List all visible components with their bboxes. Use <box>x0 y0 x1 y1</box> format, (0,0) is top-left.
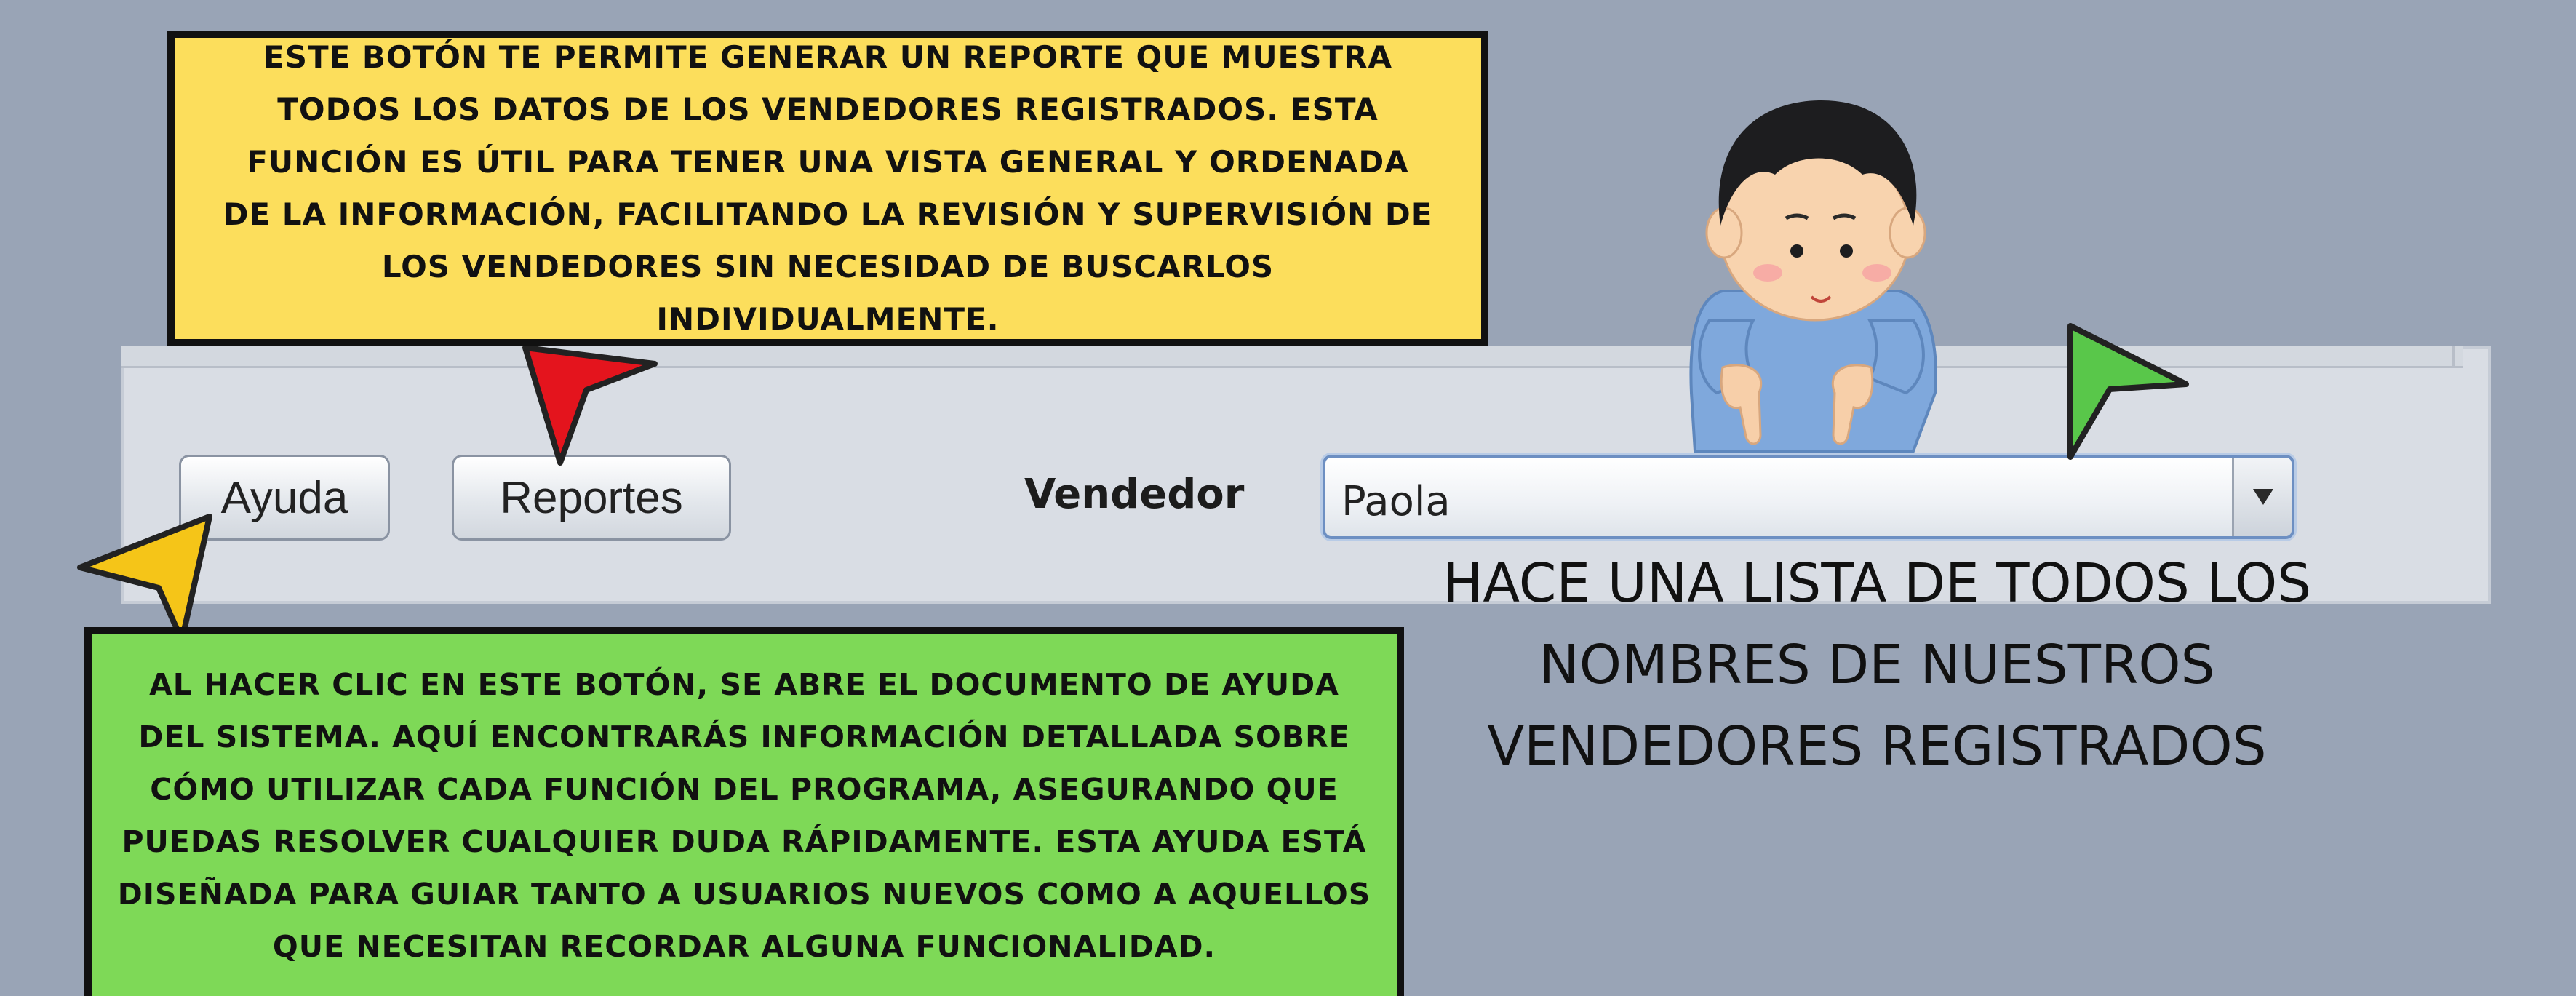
reports-callout-text: ESTE BOTÓN TE PERMITE GENERAR UN REPORTE QUE MUESTRA TODOS LOS DATOS DE LOS VENDEDORES REGISTRADOS. ESTA FUNCIÓN ES ÚTIL PARA TENER UNA VISTA GENERAL Y ORDENADA DE LA INFORMACIÓN, FACILITANDO LA REVISIÓN Y SUPERVISIÓN DE LOS VENDEDORES SIN NECESIDAD DE BUSCARLOS INDIVIDUALMENTE. <box>223 39 1433 337</box>
seller-combo-value: Paola <box>1341 478 1451 525</box>
red-pointer-icon <box>525 348 655 463</box>
help-callout <box>84 627 1404 996</box>
reports-callout <box>167 31 1488 346</box>
seller-label: Vendedor <box>1024 471 1245 518</box>
reports-button[interactable]: Reportes <box>452 455 731 541</box>
combo-callout-text: HACE UNA LISTA DE TODOS LOS NOMBRES DE NUESTROS VENDEDORES REGISTRADOS <box>1442 552 2312 778</box>
help-button[interactable]: Ayuda <box>179 455 390 541</box>
help-callout-text: AL HACER CLIC EN ESTE BOTÓN, SE ABRE EL DOCUMENTO DE AYUDA DEL SISTEMA. AQUÍ ENCONTRARÁS INFORMACIÓN DETALLADA SOBRE CÓMO UTILIZAR CADA FUNCIÓN DEL PROGRAMA, ASEGURANDO QUE PUEDAS RESOLVER CUALQUIER DUDA RÁPIDAMENTE. ESTA AYUDA ESTÁ DISEÑADA PARA GUIAR TANTO A USUARIOS NUEVOS COMO A AQUELLOS QUE NECESITAN RECORDAR ALGUNA FUNCIONALIDAD. <box>117 666 1371 964</box>
green-pointer-icon <box>2070 326 2186 457</box>
yellow-pointer-icon <box>80 517 210 640</box>
